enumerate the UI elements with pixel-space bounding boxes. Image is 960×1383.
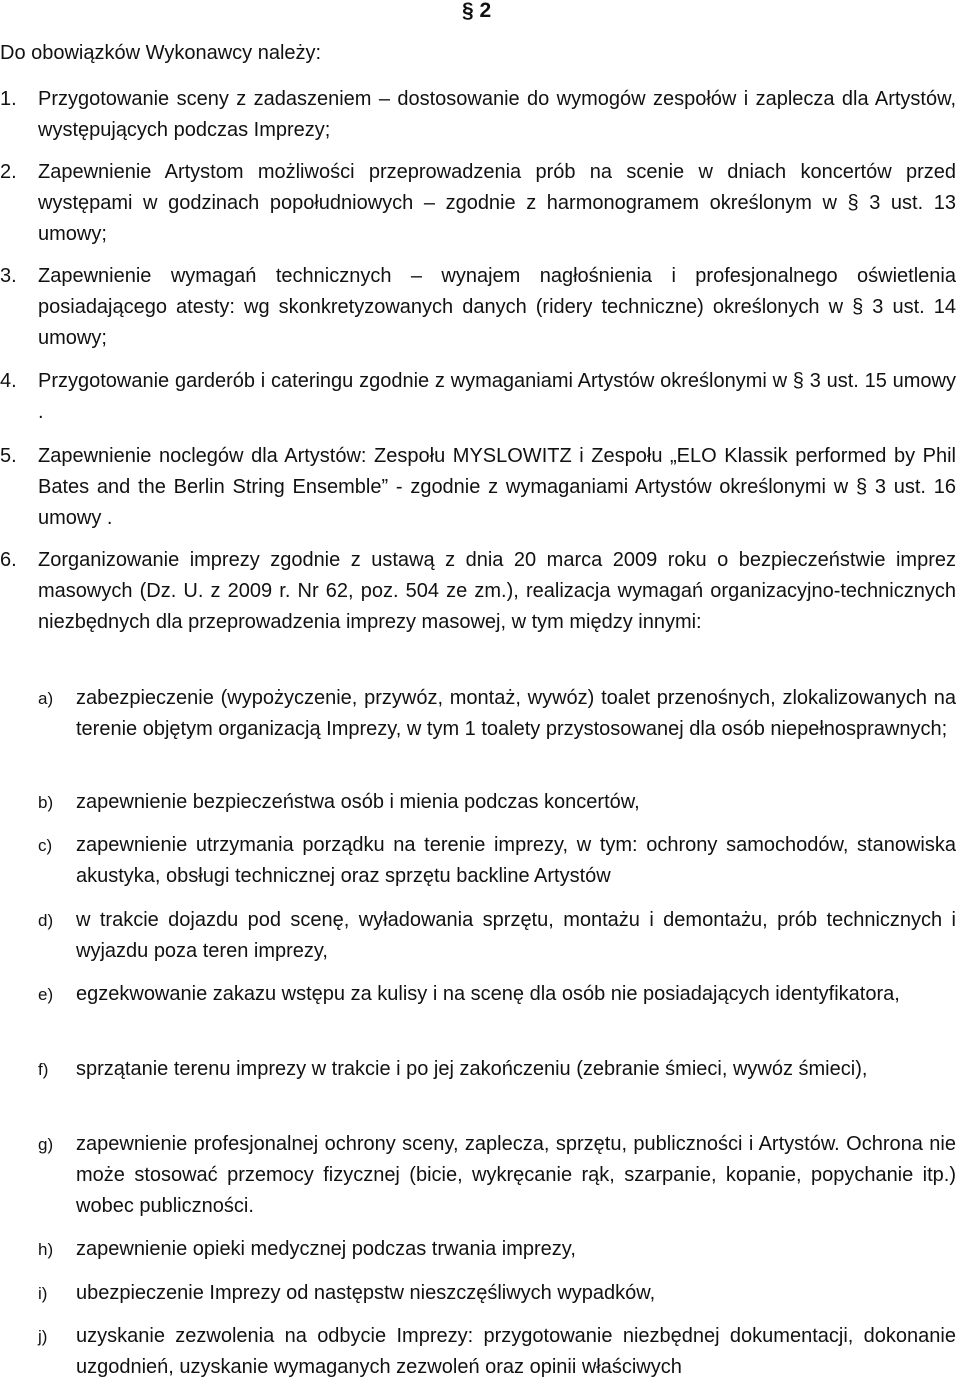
- sub-item-c: [0, 830, 956, 892]
- sub-item-a: [0, 683, 956, 745]
- sub-item-text: egzekwowanie zakazu wstępu za kulisy i na scenę dla osób nie posiadających identyfikatora,: [76, 983, 900, 1005]
- sub-item-g: [0, 1129, 956, 1222]
- sub-item-text: uzyskanie zezwolenia na odbycie Imprezy: przygotowanie niezbędnej dokumentacji, dokonanie uzgodnień, uzyskanie wymaganych zezwoleń oraz opinii właściwych: [76, 1325, 956, 1378]
- intro-text: Do obowiązków Wykonawcy należy:: [0, 42, 322, 64]
- list-item-text: Zorganizowanie imprezy zgodnie z ustawą z dnia 20 marca 2009 roku o bezpieczeństwie imprez masowych (Dz. U. z 2009 r. Nr 62, poz. 504 ze zm.), realizacja wymagań organizacyjno-technicznych niezbędnych dla przeprowadzenia imprezy masowej, w tym między innymi:: [38, 549, 956, 633]
- list-item-1: [0, 84, 956, 146]
- list-item-number: 2.: [0, 161, 17, 183]
- list-item-number: 1.: [0, 88, 17, 110]
- sub-item-text: zabezpieczenie (wypożyczenie, przywóz, montaż, wywóz) toalet przenośnych, zlokalizowanych na terenie objętym organizacją Imprezy, w tym 1 toalety przystosowanej dla osób niepełnosprawnych;: [76, 687, 956, 740]
- sub-item-d: [0, 905, 956, 967]
- list-item-6: [0, 545, 956, 638]
- list-item-text: Przygotowanie sceny z zadaszeniem – dostosowanie do wymogów zespołów i zaplecza dla Artystów, występujących podczas Imprezy;: [38, 88, 956, 141]
- list-item-text: Zapewnienie noclegów dla Artystów: Zespołu MYSLOWITZ i Zespołu „ELO Klassik performed by Phil Bates and the Berlin String Ensemble” - zgodnie z wymaganiami Artystów określonymi w § 3 ust. 16 umowy .: [38, 445, 956, 529]
- sub-item-letter: g): [38, 1135, 54, 1154]
- sub-item-letter: b): [38, 793, 54, 812]
- sub-item-text: w trakcie dojazdu pod scenę, wyładowania sprzętu, montażu i demontażu, prób technicznych i wyjazdu poza teren imprezy,: [76, 909, 956, 962]
- list-item-5: [0, 441, 956, 534]
- list-item-4: [0, 366, 956, 428]
- sub-item-letter: h): [38, 1240, 54, 1259]
- sub-item-letter: e): [38, 985, 54, 1004]
- sub-item-text: zapewnienie opieki medycznej podczas trwania imprezy,: [76, 1238, 576, 1260]
- list-item-number: 5.: [0, 445, 17, 467]
- sub-item-letter: a): [38, 689, 54, 708]
- list-item-text: Zapewnienie Artystom możliwości przeprowadzenia prób na scenie w dniach koncertów przed występami w godzinach popołudniowych – zgodnie z harmonogramem określonym w § 3 ust. 13 umowy;: [38, 161, 956, 245]
- section-heading: § 2: [462, 0, 492, 22]
- sub-item-letter: j): [38, 1327, 48, 1346]
- list-item-text: Zapewnienie wymagań technicznych – wynajem nagłośnienia i profesjonalnego oświetlenia posiadającego atesty: wg skonkretyzowanych danych (ridery techniczne) określonych w § 3 ust. 14 umowy;: [38, 265, 956, 349]
- sub-item-i: [0, 1278, 956, 1309]
- list-item-number: 4.: [0, 370, 17, 392]
- sub-item-f: [0, 1054, 956, 1085]
- sub-item-j: [0, 1321, 956, 1383]
- sub-item-text: ubezpieczenie Imprezy od następstw nieszczęśliwych wypadków,: [76, 1282, 656, 1304]
- list-item-3: [0, 261, 956, 354]
- list-item-number: 6.: [0, 549, 17, 571]
- sub-item-letter: d): [38, 911, 54, 930]
- sub-item-b: [0, 787, 956, 818]
- sub-item-letter: c): [38, 836, 53, 855]
- sub-item-text: zapewnienie profesjonalnej ochrony sceny, zaplecza, sprzętu, publiczności i Artystów. Ochrona nie może stosować przemocy fizycznej (bicie, wykręcanie rąk, szarpanie, kopanie, popychanie itp.) wobec publiczności.: [76, 1133, 956, 1217]
- sub-item-letter: f): [38, 1060, 49, 1079]
- list-item-text: Przygotowanie garderób i cateringu zgodnie z wymaganiami Artystów określonymi w § 3 ust. 15 umowy .: [38, 370, 956, 423]
- sub-item-text: sprzątanie terenu imprezy w trakcie i po jej zakończeniu (zebranie śmieci, wywóz śmieci),: [76, 1058, 868, 1080]
- list-item-2: [0, 157, 956, 250]
- sub-item-h: [0, 1234, 956, 1265]
- sub-item-text: zapewnienie utrzymania porządku na terenie imprezy, w tym: ochrony samochodów, stanowiska akustyka, obsługi technicznej oraz sprzętu backline Artystów: [76, 834, 956, 887]
- list-item-number: 3.: [0, 265, 17, 287]
- sub-item-text: zapewnienie bezpieczeństwa osób i mienia podczas koncertów,: [76, 791, 640, 813]
- sub-item-e: [0, 979, 956, 1010]
- sub-item-letter: i): [38, 1284, 48, 1303]
